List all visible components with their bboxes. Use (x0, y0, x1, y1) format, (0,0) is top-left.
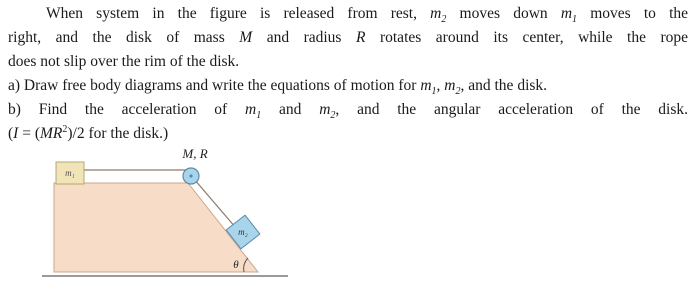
text-fragment: a) Draw free body diagrams and write the equations of motion for (8, 77, 417, 94)
symbol-m1: $m_1$ (245, 101, 262, 122)
text-fragment: and radius (266, 29, 342, 46)
text-fragment: , and the disk. (460, 77, 548, 94)
question-part-b (8, 98, 688, 122)
block-m2-label: m₂ (238, 227, 248, 237)
problem-statement (8, 2, 688, 146)
symbol-I: I (13, 125, 19, 142)
problem-line-2 (8, 26, 688, 50)
symbol-m2: $m_2$ (430, 5, 447, 26)
text-fragment: does not slip over the rim of the disk. (8, 53, 240, 70)
text-fragment: moves to the (590, 5, 689, 22)
disk-axle (189, 174, 192, 177)
text-fragment: and (279, 101, 302, 118)
symbol-mass-M: M (239, 29, 253, 46)
text-fragment: moves down (459, 5, 548, 22)
block-m1-label: m₁ (65, 168, 75, 178)
symbol-m2: $m_2$ (444, 77, 461, 98)
question-part-a (8, 74, 688, 98)
problem-line-1 (8, 2, 688, 26)
inertia-note: ($I = (MR^2)/2$ for the disk.) (8, 123, 169, 142)
text-fragment: b) Find the acceleration of (8, 101, 228, 118)
text-fragment: rotates around its center, while the rope (379, 29, 689, 46)
symbol-m2: $m_2$ (319, 101, 336, 122)
text-fragment: , and the angular acceleration of the disk. (335, 101, 689, 118)
symbol-MR: MR (40, 125, 63, 142)
text-fragment: When system in the figure is released from rest, (46, 5, 417, 22)
symbol-m1: $m_1$ (560, 5, 578, 26)
disk-label: M, R (182, 146, 208, 161)
symbol-radius-R: R (355, 29, 366, 46)
problem-line-3 (8, 50, 688, 74)
comma: , (436, 77, 441, 94)
angle-theta-label: θ (233, 259, 239, 271)
wedge-table (54, 183, 258, 272)
text-fragment: right, and the disk of mass (8, 29, 225, 46)
pulley-incline-figure (40, 146, 290, 298)
symbol-m1: $m_1$ (420, 77, 437, 98)
